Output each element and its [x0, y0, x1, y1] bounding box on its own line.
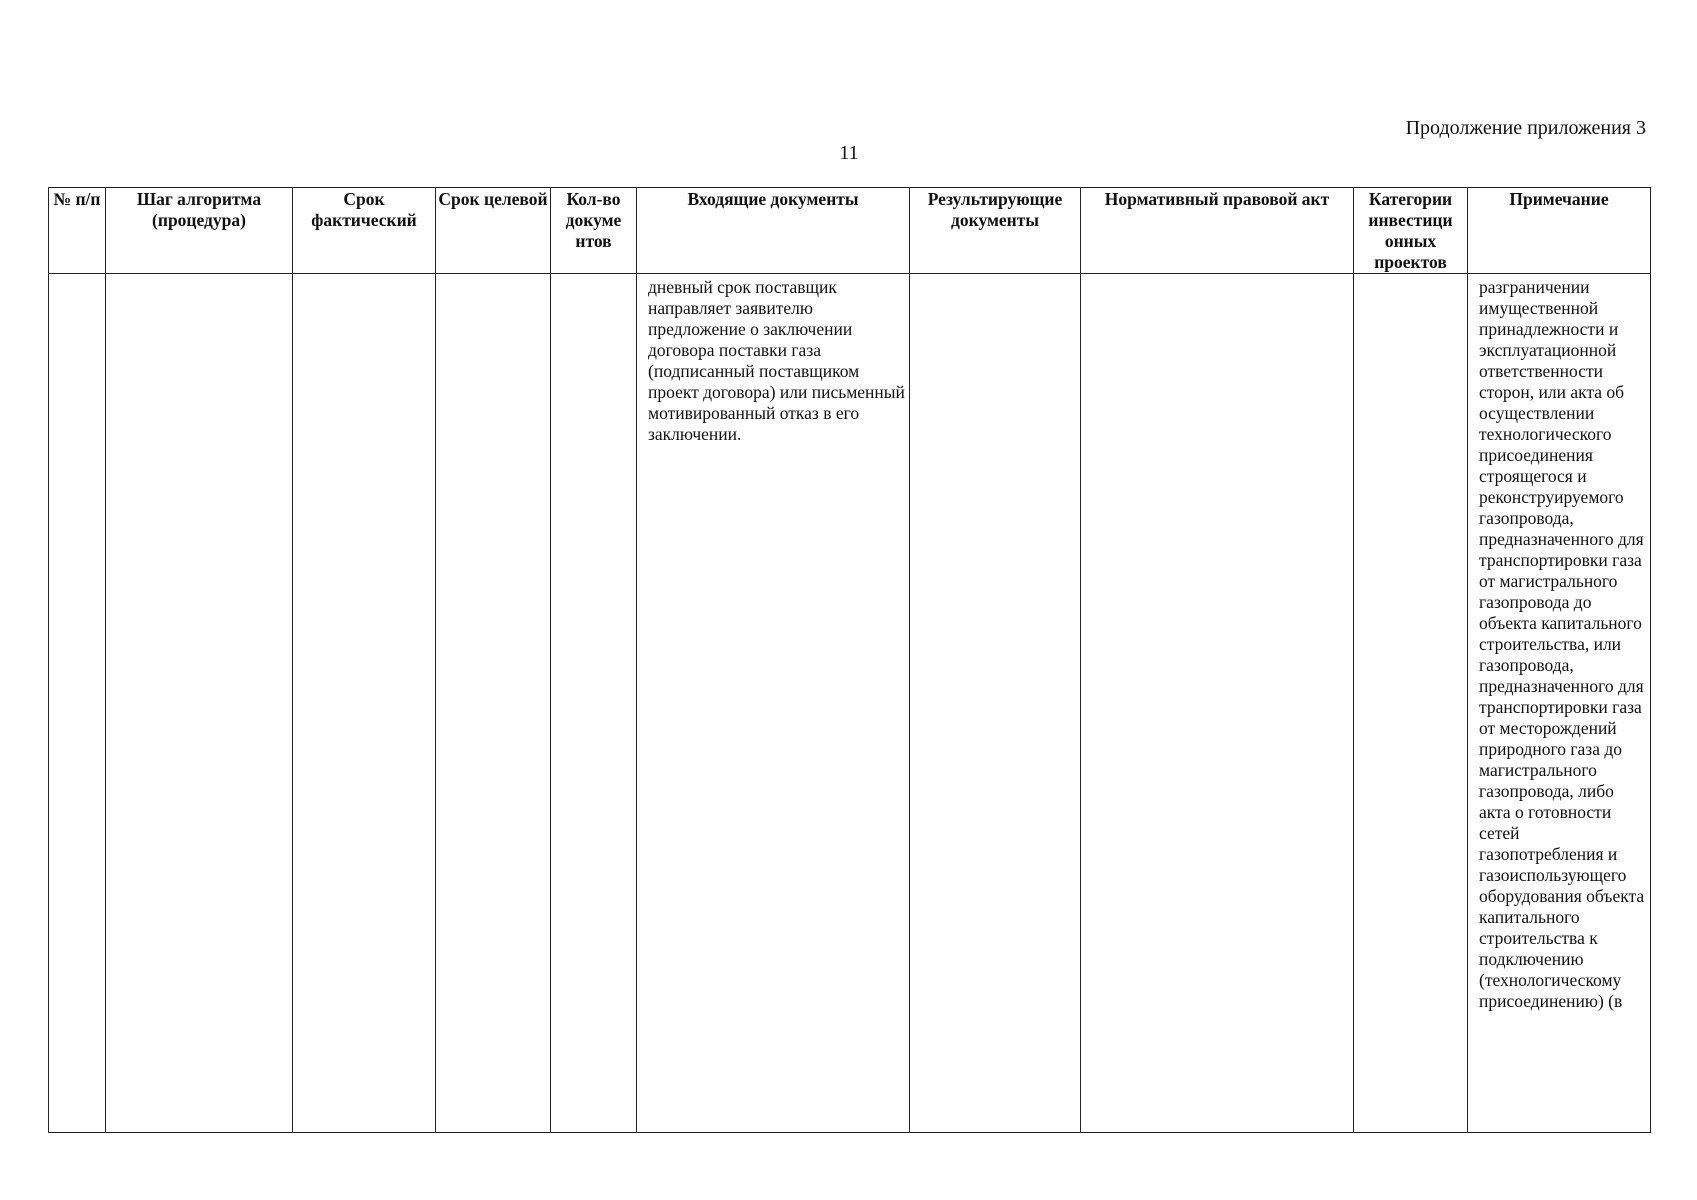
note-text: разграничении имущественной принадлежности и эксплуатационной ответственности сторон, или акта об осуществлении технологического присоединения строящегося и реконструируемого газопровода, предназначенного для транспортировки газа от магистрального газопровода до объекта капитального строительства, или газопровода, предназначенного для транспортировки газа от месторождений природного газа до магистрального газопровода, либо акта о готовности сетей газопотребления и газоиспользующего оборудования объекта капитального строительства к подключению (технологическому присоединению) (в [1479, 277, 1645, 1011]
col-header-number: № п/п [49, 188, 106, 274]
cell-term-actual [293, 274, 436, 1133]
incoming-docs-text: дневный срок поставщик направляет заявителю предложение о заключении договора поставки газа (подписанный поставщиком проект договора) или письменный мотивированный отказ в его заключении. [648, 277, 905, 444]
cell-doc-count [551, 274, 637, 1133]
algorithm-table [48, 187, 1651, 1133]
col-header-note: Примечание [1468, 188, 1651, 274]
page-number: 11 [839, 142, 859, 164]
col-header-result-docs: Результирующие документы [910, 188, 1081, 274]
col-header-categories: Категории инвестици онных проектов [1354, 188, 1468, 274]
cell-step [106, 274, 293, 1133]
col-header-term-target: Срок целевой [436, 188, 551, 274]
col-header-incoming-docs: Входящие документы [637, 188, 910, 274]
col-header-doc-count: Кол-во докуме нтов [551, 188, 637, 274]
col-header-legal-act: Нормативный правовой акт [1081, 188, 1354, 274]
cell-term-target [436, 274, 551, 1133]
cell-note [1468, 274, 1651, 1133]
col-header-term-actual: Срок фактический [293, 188, 436, 274]
col-header-step: Шаг алгоритма (процедура) [106, 188, 293, 274]
cell-result-docs [910, 274, 1081, 1133]
cell-number [49, 274, 106, 1133]
table-row [49, 274, 1651, 1133]
table-header-row [49, 188, 1651, 274]
cell-categories [1354, 274, 1468, 1133]
cell-incoming-docs [637, 274, 910, 1133]
cell-legal-act [1081, 274, 1354, 1133]
appendix-continuation-note: Продолжение приложения 3 [1405, 117, 1646, 139]
